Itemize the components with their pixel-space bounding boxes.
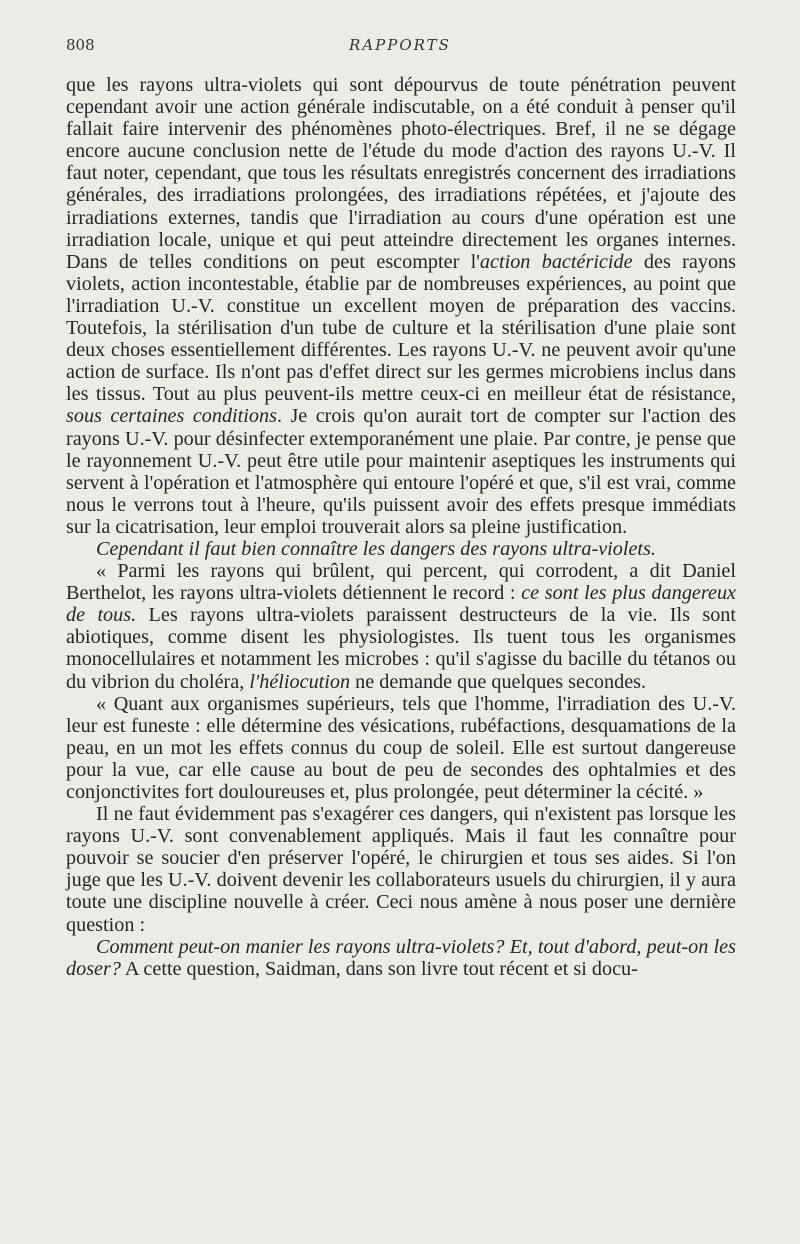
body-text — [66, 74, 736, 980]
paragraph — [66, 560, 736, 693]
italic-text: Comment peut-on manier les rayons ultra-violets? Et, tout d'abord, peut-on les doser? — [66, 935, 736, 980]
italic-text: sous certaines conditions — [66, 405, 277, 428]
text-run: A cette question, Saidman, dans son livre tout récent et si docu- — [120, 957, 638, 980]
paragraph — [66, 538, 736, 560]
text-run: que les rayons ultra-violets qui sont dépourvus de toute pénétration peuvent cependant avoir une action générale indiscutable, on a été conduit à penser qu'il fallait faire intervenir des phénomènes photo-électriques. Bref, il ne se dégage encore aucune conclusion nette de l'étude du mode d'action des rayons U.-V. Il faut noter, cependant, que tous les résultats enregistrés concernent des irradiations générales, des irradiations prolongées, des irradiations répétées, et j'ajoute des irradiations externes, tandis que l'irradiation au cours d'une opération est une irradiation locale, unique et qui peut atteindre directement les organes internes. Dans de telles conditions on peut escompter l' — [66, 74, 736, 273]
italic-text: l'héliocution — [249, 670, 351, 693]
text-run: des rayons violets, action incontestable, établie par de nombreuses expériences, au point que l'irradiation U.-V. constitue un excellent moyen de préparation des vaccins. Toutefois, la stérilisation d'un tube de culture et la stérilisation d'une plaie sont deux choses essentiellement différentes. Les rayons U.-V. ne peuvent avoir qu'une action de surface. Ils n'ont pas d'effet direct sur les germes microbiens inclus dans les tissus. Tout au plus peuvent-ils mettre ceux-ci en meilleur état de résistance, — [66, 250, 736, 406]
text-run: . Je crois qu'on aurait tort de compter sur l'action des rayons U.-V. pour désinfecter extemporanément une plaie. Par contre, je pense que le rayonnement U.-V. peut être utile pour maintenir aseptiques les instruments qui servent à l'opération et l'atmosphère qui entoure l'opéré et que, s'il est vrai, comme nous le verrons tout à l'heure, qu'ils puissent avoir des effets presque immédiats sur la cicatrisation, leur emploi trouverait alors sa pleine justification. — [66, 405, 736, 538]
paragraph — [66, 74, 736, 538]
page-number: 808 — [66, 36, 95, 54]
text-run: Il ne faut évidemment pas s'exagérer ces dangers, qui n'existent pas lorsque les rayons U.-V. sont convenablement appliqués. Mais il faut les connaître pour pouvoir se soucier d'en préserver l'opéré, le chirurgien et tous ses aides. Si l'on juge que les U.-V. doivent devenir les collaborateurs usuels du chirurgien, il y aura toute une discipline nouvelle à créer. Ceci nous amène à nous poser une dernière question : — [66, 803, 736, 936]
paragraph — [66, 803, 736, 936]
running-title: RAPPORTS — [349, 36, 451, 54]
paragraph — [66, 936, 736, 980]
italic-text: Cependant il faut bien connaître les dangers des rayons ultra-violets. — [96, 537, 656, 560]
italic-text: action bactéricide — [479, 250, 633, 273]
page-header — [66, 36, 734, 60]
text-run: ne demande que quelques secondes. — [350, 670, 647, 693]
italic-text: ce sont les plus dangereux de tous. — [66, 582, 736, 627]
paragraph — [66, 693, 736, 803]
text-run: « Parmi les rayons qui brûlent, qui percent, qui corrodent, a dit Daniel Berthelot, les rayons ultra-violets détiennent le record : — [66, 560, 736, 605]
text-run: Les rayons ultra-violets paraissent destructeurs de la vie. Ils sont abiotiques, comme disent les physiologistes. Ils tuent tous les organismes monocellulaires et notamment les microbes : qu'il s'agisse du bacille du tétanos ou du vibrion du choléra, — [66, 604, 736, 693]
text-run: « Quant aux organismes supérieurs, tels que l'homme, l'irradiation des U.-V. leur est funeste : elle détermine des vésications, rubéfactions, desquamations de la peau, en un mot les effets connus du coup de soleil. Elle est surtout dangereuse pour la vue, car elle cause au bout de peu de secondes des ophtalmies et des conjonctivites fort douloureuses et, plus prolongée, peut déterminer la cécité. » — [66, 692, 736, 803]
